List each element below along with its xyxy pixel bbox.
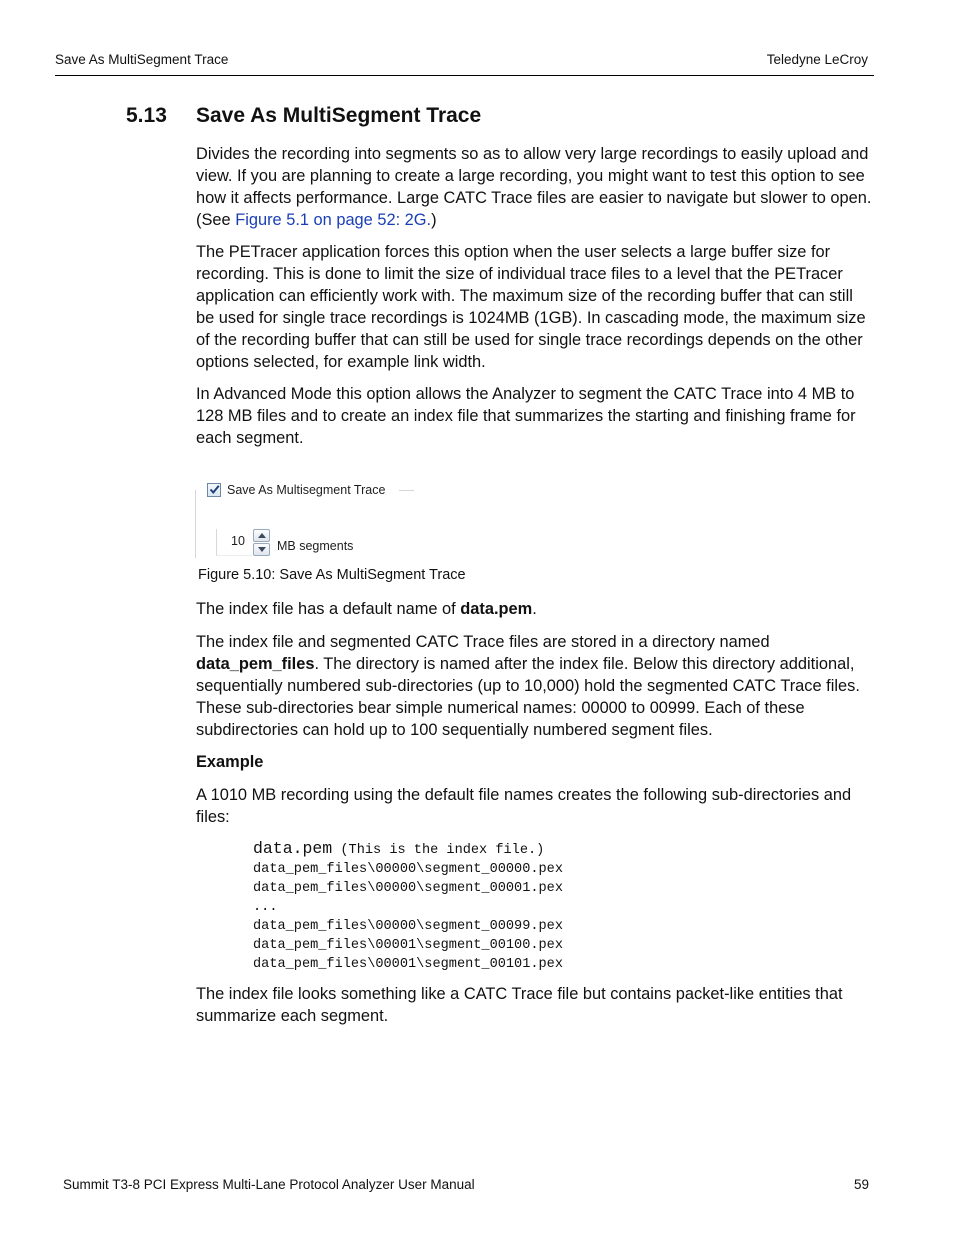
paragraph-index-description-text: The index file looks something like a CATC Trace file but contains packet-like entities that summarize each segment. [196, 985, 843, 1025]
paragraph-example [196, 784, 874, 828]
group-box-border-top [399, 490, 414, 491]
index-default-filename: data.pem [460, 600, 533, 618]
code-line: data_pem_files\00000\segment_00001.pex [253, 881, 563, 896]
running-header-title: Save As MultiSegment Trace [55, 52, 229, 67]
example-heading-block [196, 751, 874, 773]
index-default-text: The index file has a default name of [196, 600, 461, 618]
code-line-index-file [253, 839, 563, 860]
running-header-company: Teledyne LeCroy [766, 52, 868, 67]
code-line: data_pem_files\00000\segment_00099.pex [253, 919, 563, 934]
spin-up-button[interactable] [253, 529, 270, 542]
segment-size-unit-label: MB segments [277, 539, 354, 553]
paragraph-petracer [196, 241, 874, 373]
chevron-down-icon [258, 547, 266, 552]
example-heading: Example [196, 753, 264, 771]
paragraph-intro [196, 143, 874, 231]
save-multisegment-checkbox[interactable] [207, 483, 221, 497]
spin-down-button[interactable] [253, 543, 270, 556]
section-title: Save As MultiSegment Trace [196, 104, 482, 127]
paragraph-intro-close: ) [431, 211, 437, 229]
code-index-filename: data.pem [253, 839, 333, 858]
segment-size-spinner [253, 529, 270, 556]
segment-size-input[interactable]: 10 [216, 529, 252, 556]
paragraph-advanced-mode [196, 383, 874, 449]
figure-caption: Figure 5.10: Save As MultiSegment Trace [198, 567, 466, 583]
code-line: data_pem_files\00001\segment_00101.pex [253, 957, 563, 972]
code-listing [253, 839, 563, 974]
chevron-up-icon [258, 533, 266, 538]
index-default-period: . [532, 600, 537, 618]
group-box-border [195, 490, 196, 558]
paragraph-index-description [196, 983, 874, 1027]
paragraph-intro-text: Divides the recording into segments so as to allow very large recordings to easily upload and view. If you are planning to create a large recording, you might want to test this option to see how it affects performance. Large CATC Trace files are easier to navigate but slower to open. (See [196, 145, 872, 229]
directory-name: data_pem_files [196, 655, 315, 673]
save-multisegment-checkbox-label: Save As Multisegment Trace [227, 483, 386, 497]
paragraph-petracer-text: The PETracer application forces this option when the user selects a large buffer size for recording. This is done to limit the size of individual trace files to a level that the PETracer application can efficiently work with. The maximum size of the recording buffer that can still be used for single trace recordings is 1024MB (1GB). In cascading mode, the maximum size of the recording buffer that can still be used for single trace recordings depends on the other options selected, for example link width. [196, 243, 866, 371]
footer-page-number: 59 [853, 1177, 869, 1192]
directory-text-start: The index file and segmented CATC Trace files are stored in a directory named [196, 633, 770, 651]
code-line: data_pem_files\00001\segment_00100.pex [253, 938, 563, 953]
paragraph-index-default [196, 598, 874, 620]
checkmark-icon [209, 484, 220, 495]
code-index-comment: (This is the index file.) [332, 843, 545, 858]
figure-save-multisegment-widget [194, 478, 424, 562]
paragraph-advanced-mode-text: In Advanced Mode this option allows the Analyzer to segment the CATC Trace into 4 MB to 128 MB files and to create an index file that summarizes the starting and finishing frame for each segment. [196, 385, 856, 447]
figure-reference-link[interactable]: Figure 5.1 on page 52: 2G. [235, 211, 432, 229]
section-number: 5.13 [126, 104, 167, 127]
paragraph-directory [196, 631, 874, 741]
code-line: data_pem_files\00000\segment_00000.pex [253, 862, 563, 877]
footer-manual-title: Summit T3-8 PCI Express Multi-Lane Protocol Analyzer User Manual [63, 1177, 475, 1192]
code-line: ... [253, 900, 278, 915]
header-rule [55, 75, 874, 76]
directory-text-end: . The directory is named after the index file. Below this directory additional, sequentially numbered sub-directories (up to 10,000) hold the segmented CATC Trace files. These sub-directories bear simple numerical names: 00000 to 00999. Each of these subdirectories can hold up to 100 sequentially numbered segment files. [196, 655, 860, 739]
paragraph-example-text: A 1010 MB recording using the default file names creates the following sub-directories and files: [196, 786, 852, 826]
